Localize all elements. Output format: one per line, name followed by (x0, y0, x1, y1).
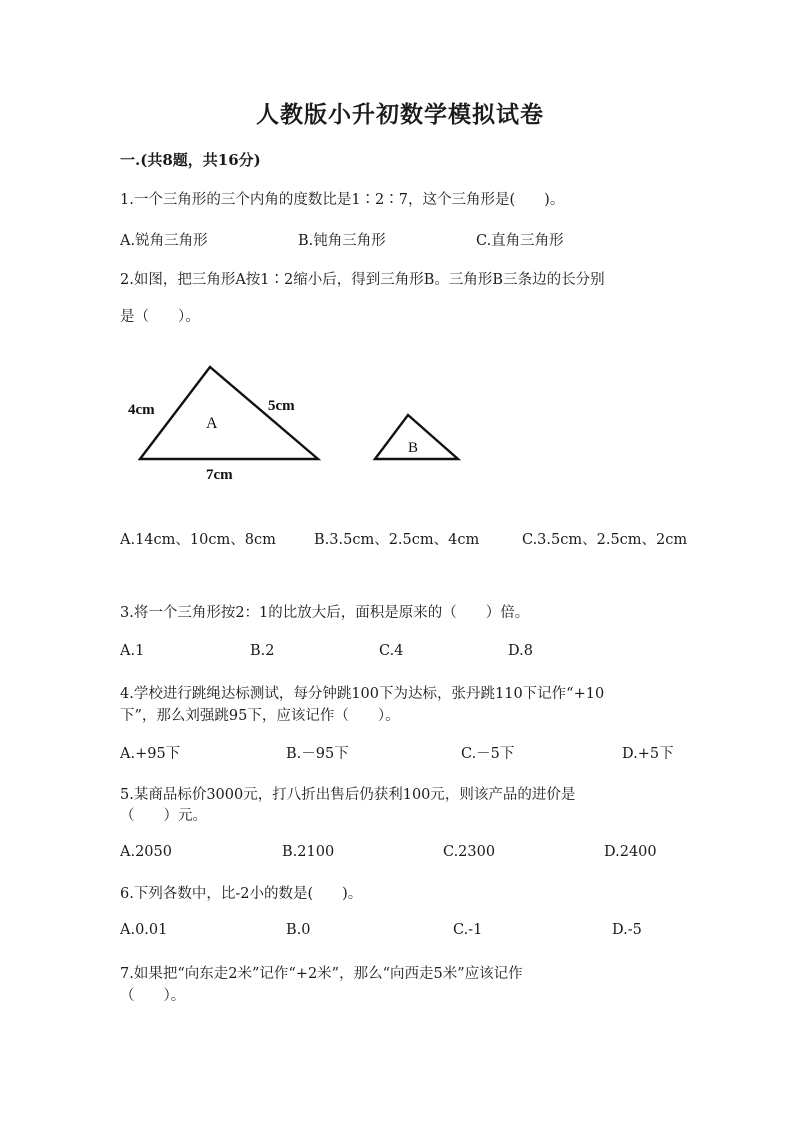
question-2-option-b: B.3.5cm、2.5cm、4cm (314, 532, 480, 548)
question-4-option-d: D.+5下 (622, 746, 674, 762)
question-6-option-d: D.-5 (612, 922, 642, 938)
question-4-text-line-1: 4.学校进行跳绳达标测试，每分钟跳100下为达标，张丹跳110下记作“+10 (120, 686, 605, 702)
question-3-text: 3.将一个三角形按2：1的比放大后，面积是原来的（ ）倍。 (120, 605, 530, 621)
question-6-option-a: A.0.01 (120, 922, 168, 938)
question-6-option-b: B.0 (286, 922, 311, 938)
question-6-option-c: C.-1 (453, 922, 483, 938)
question-3-option-b: B.2 (250, 643, 275, 659)
question-1-option-c: C.直角三角形 (476, 233, 564, 249)
question-4-option-b: B.－95下 (286, 746, 349, 762)
question-2-text-line-2: 是（ ）。 (120, 309, 200, 325)
question-5-option-b: B.2100 (282, 844, 335, 860)
question-4-text-line-2: 下”，那么刘强跳95下，应该记作（ ）。 (120, 708, 400, 724)
question-5-text-line-1: 5.某商品标价3000元，打八折出售后仍获利100元，则该产品的进价是 (120, 787, 576, 803)
question-5-option-a: A.2050 (120, 844, 172, 860)
triangle-a-right-side-label: 5cm (268, 398, 295, 414)
question-7-text-line-1: 7.如果把“向东走2米”记作“+2米”，那么“向西走5米”应该记作 (120, 966, 523, 982)
page-title: 人教版小升初数学模拟试卷 (256, 101, 544, 128)
question-5-option-c: C.2300 (443, 844, 496, 860)
question-5-option-d: D.2400 (604, 844, 657, 860)
question-4-option-a: A.+95下 (120, 746, 181, 762)
question-3-option-d: D.8 (508, 643, 533, 659)
triangle-figure (120, 355, 480, 495)
triangle-a-bottom-side-label: 7cm (206, 467, 233, 483)
question-4-option-c: C.－5下 (461, 746, 515, 762)
triangle-a-label: A (206, 415, 218, 432)
question-1-option-b: B.钝角三角形 (298, 233, 386, 249)
section-heading: 一.(共8题，共16分) (120, 151, 261, 169)
question-5-text-line-2: （ ）元。 (120, 808, 207, 824)
question-3-option-a: A.1 (120, 643, 145, 659)
question-1-option-a: A.锐角三角形 (120, 233, 208, 249)
question-7-text-line-2: （ ）。 (120, 988, 186, 1004)
question-1-text: 1.一个三角形的三个内角的度数比是1∶2∶7，这个三角形是( )。 (120, 192, 565, 208)
triangle-a-left-side-label: 4cm (128, 402, 155, 418)
question-3-option-c: C.4 (379, 643, 404, 659)
triangle-b-label: B (408, 440, 419, 456)
question-2-option-c: C.3.5cm、2.5cm、2cm (522, 532, 688, 548)
question-2-text-line-1: 2.如图，把三角形A按1∶2缩小后，得到三角形B。三角形B三条边的长分别 (120, 272, 605, 288)
question-6-text: 6.下列各数中，比-2小的数是( )。 (120, 886, 363, 902)
question-2-option-a: A.14cm、10cm、8cm (120, 532, 276, 548)
